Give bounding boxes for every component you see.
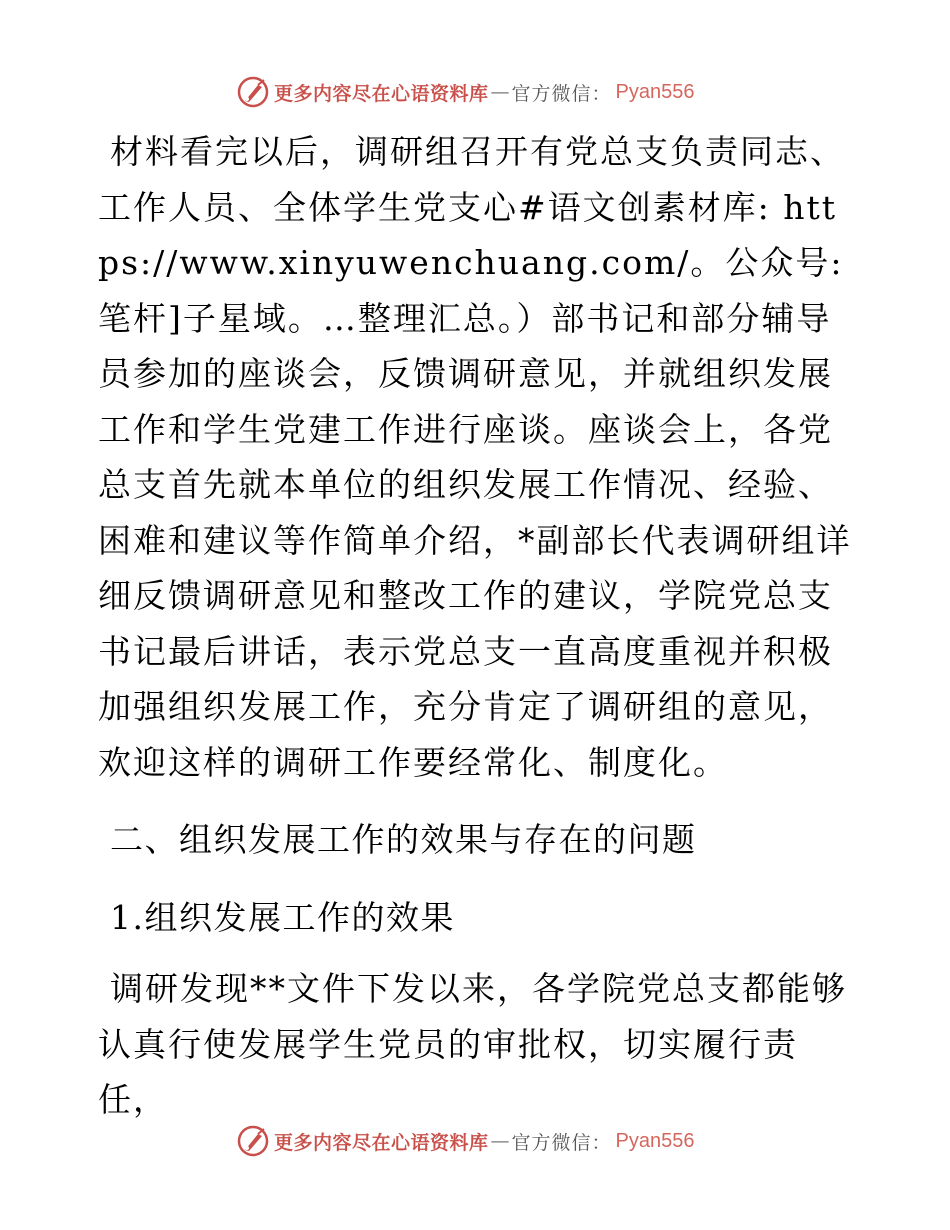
body-paragraph-2: 调研发现**文件下发以来，各学院党总支都能够认真行使发展学生党员的审批权，切实履行责任， — [98, 969, 847, 1119]
quill-pen-logo-icon — [236, 1124, 270, 1158]
watermark-header — [236, 72, 695, 112]
body-paragraph-1: 材料看完以后，调研组召开有党总支负责同志、工作人员、全体学生党支心#语文创素材库: https://www.xinyuwenchuang.com/。公众号: 笔杆]子星域。…整理汇总。）部书记和部分辅导员参加的座谈会，反馈调研意见，并就组织发展工作和学生党建工作进行座谈。座谈会上，各党总支首先就本单位的组织发展工作情况、经验、困难和建议等作简单介绍，*副部长代表调研组详细反馈调研意见和整改工作的建议，学院党总支书记最后讲话，表示党总支一直高度重视并积极加强组织发展工作，充分肯定了调研组的意见，欢迎这样的调研工作要经常化、制度化。 — [98, 132, 852, 782]
watermark-dash: — — [490, 1130, 510, 1152]
watermark-dash: — — [490, 81, 510, 103]
watermark-footer — [236, 1121, 695, 1161]
document-body — [98, 124, 858, 1128]
watermark-main-text: 更多内容尽在心语资料库 — [274, 82, 489, 105]
section-heading-2: 二、组织发展工作的效果与存在的问题 — [110, 820, 697, 859]
watermark-wechat-id: Pyan556 — [615, 80, 695, 103]
watermark-wechat-id: Pyan556 — [615, 1129, 695, 1152]
quill-pen-logo-icon — [236, 75, 270, 109]
watermark-main-text: 更多内容尽在心语资料库 — [274, 1131, 489, 1154]
watermark-sub-text: 官方微信： — [511, 1131, 612, 1154]
watermark-sub-text: 官方微信： — [511, 82, 612, 105]
subsection-heading-2-1: 1.组织发展工作的效果 — [110, 898, 455, 937]
